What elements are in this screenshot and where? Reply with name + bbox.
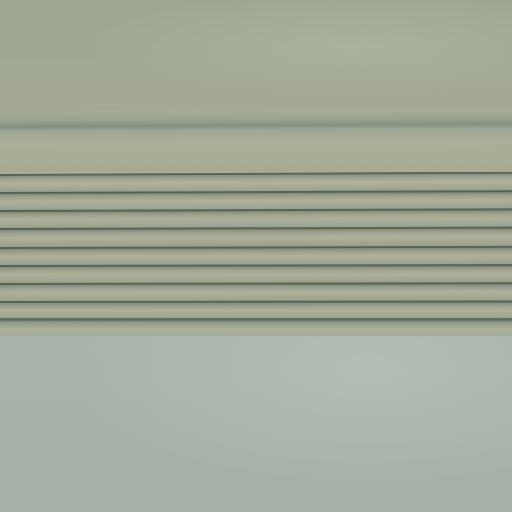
rib-4	[0, 227, 512, 247]
lower-wall	[0, 336, 512, 512]
top-ridge	[0, 108, 512, 147]
ribbed-panel	[0, 172, 512, 338]
rib-7	[0, 282, 512, 302]
upper-wall	[0, 0, 512, 112]
rib-5	[0, 246, 512, 266]
rib-6	[0, 264, 512, 284]
